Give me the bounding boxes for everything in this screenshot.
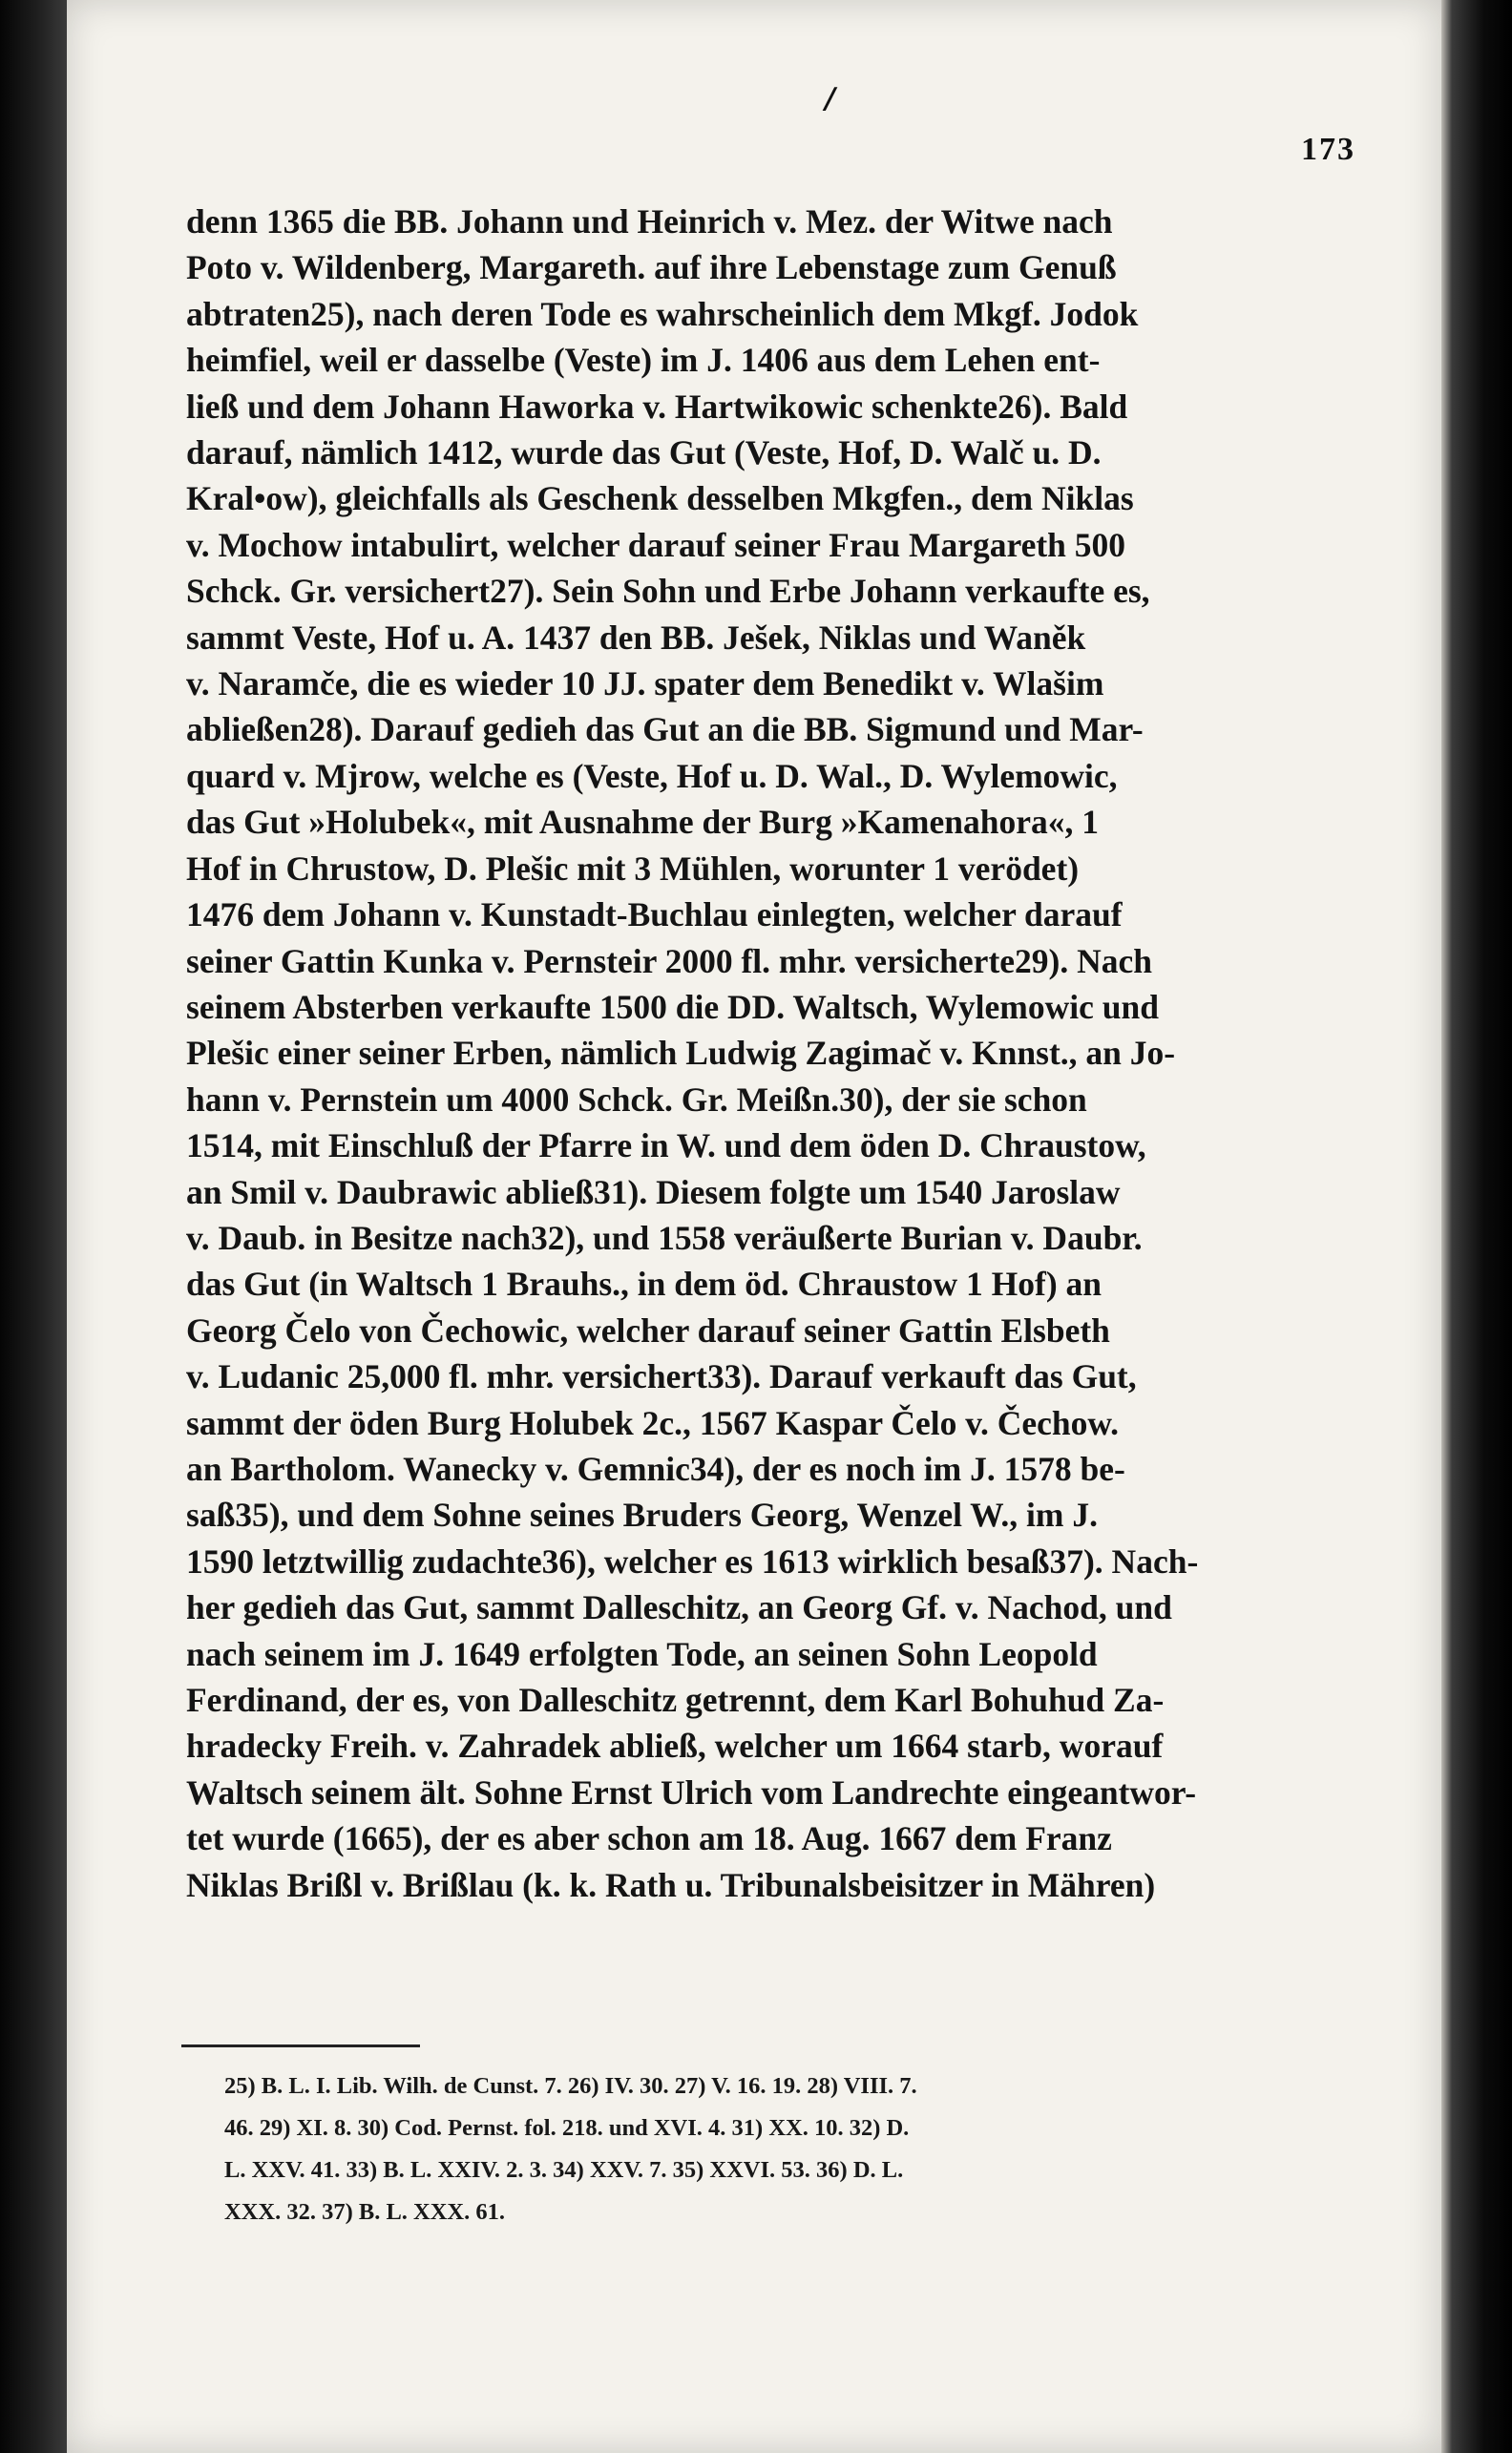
text-line: v. Daub. in Besitze nach32), und 1558 veräußerte Burian v. Daubr. [186, 1218, 1143, 1257]
text-line: ließ und dem Johann Haworka v. Hartwikowic schenkte26). Bald [186, 387, 1128, 426]
text-line: 1590 letztwillig zudachte36), welcher es 1613 wirklich besaß37). Nach- [186, 1541, 1199, 1581]
text-line: sammt Veste, Hof u. A. 1437 den BB. Ješek, Niklas und Waněk [186, 618, 1086, 657]
text-line: darauf, nämlich 1412, wurde das Gut (Veste, Hof, D. Walč u. D. [186, 433, 1102, 472]
text-line: Waltsch seinem ält. Sohne Ernst Ulrich vom Landrechte eingeantwor- [186, 1772, 1197, 1812]
text-line: abließen28). Darauf gedieh das Gut an die BB. Sigmund und Mar- [186, 710, 1144, 749]
footnotes [224, 2065, 1312, 2233]
text-line: v. Mochow intabulirt, welcher darauf seiner Frau Margareth 500 [186, 525, 1126, 564]
text-line: nach seinem im J. 1649 erfolgten Tode, an seinen Sohn Leopold [186, 1634, 1098, 1673]
text-line: 1514, mit Einschluß der Pfarre in W. und dem öden D. Chraustow, [186, 1126, 1146, 1165]
text-line: Kral•ow), gleichfalls als Geschenk desselben Mkgfen., dem Niklas [186, 479, 1134, 518]
text-line: tet wurde (1665), der es aber schon am 18. Aug. 1667 dem Franz [186, 1819, 1112, 1858]
text-line: quard v. Mjrow, welche es (Veste, Hof u. D. Wal., D. Wylemowic, [186, 756, 1118, 795]
text-line: 1476 dem Johann v. Kunstadt-Buchlau einlegten, welcher darauf [186, 895, 1123, 934]
text-line: v. Ludanic 25,000 fl. mhr. versichert33). Darauf verkauft das Gut, [186, 1357, 1137, 1396]
text-line: seinem Absterben verkaufte 1500 die DD. Waltsch, Wylemowic und [186, 987, 1159, 1026]
text-line: seiner Gattin Kunka v. Pernsteir 2000 fl. mhr. versicherte29). Nach [186, 941, 1152, 980]
text-line: Plešic einer seiner Erben, nämlich Ludwig Zagimač v. Knnst., an Jo- [186, 1034, 1176, 1073]
text-line: das Gut »Holubek«, mit Ausnahme der Burg »Kamenahora«, 1 [186, 803, 1099, 842]
text-line: Hof in Chrustow, D. Plešic mit 3 Mühlen, worunter 1 verödet) [186, 849, 1080, 888]
text-line: Niklas Brißl v. Brißlau (k. k. Rath u. Tribunalsbeisitzer in Mähren) [186, 1865, 1156, 1904]
text-line: denn 1365 die BB. Johann und Heinrich v. Mez. der Witwe nach [186, 202, 1113, 241]
text-line: Ferdinand, der es, von Dalleschitz getrennt, dem Karl Bohuhud Za- [186, 1681, 1165, 1719]
scan-right-edge [1441, 0, 1512, 2453]
footnote-line: 46. 29) XI. 8. 30) Cod. Pernst. fol. 218. und XVI. 4. 31) XX. 10. 32) D. [224, 2115, 910, 2141]
text-line: heimfiel, weil er dasselbe (Veste) im J. 1406 aus dem Lehen ent- [186, 341, 1101, 380]
text-line: sammt der öden Burg Holubek 2c., 1567 Kaspar Čelo v. Čechow. [186, 1403, 1119, 1442]
footnote-line: L. XXV. 41. 33) B. L. XXIV. 2. 3. 34) XXV. 7. 35) XXVI. 53. 36) D. L. [224, 2157, 904, 2183]
text-line: v. Naramče, die es wieder 10 JJ. spater dem Benedikt v. Wlašim [186, 664, 1104, 703]
text-line: Georg Čelo von Čechowic, welcher darauf seiner Gattin Elsbeth [186, 1310, 1110, 1350]
text-line: her gedieh das Gut, sammt Dalleschitz, an Georg Gf. v. Nachod, und [186, 1588, 1172, 1627]
text-line: hann v. Pernstein um 4000 Schck. Gr. Meißn.30), der sie schon [186, 1080, 1087, 1119]
text-line: hradecky Freih. v. Zahradek abließ, welcher um 1664 starb, worauf [186, 1727, 1164, 1766]
text-line: an Bartholom. Wanecky v. Gemnic34), der es noch im J. 1578 be- [186, 1449, 1125, 1488]
text-line: abtraten25), nach deren Tode es wahrscheinlich dem Mkgf. Jodok [186, 294, 1139, 333]
footnote-line: 25) B. L. I. Lib. Wilh. de Cunst. 7. 26) IV. 30. 27) V. 16. 19. 28) VIII. 7. [224, 2073, 917, 2099]
page-number: 173 [1301, 132, 1355, 167]
page-mark: / [825, 82, 835, 115]
body-text [186, 199, 1312, 1908]
footnote-rule [181, 2044, 420, 2047]
text-line: an Smil v. Daubrawic abließ31). Diesem folgte um 1540 Jaroslaw [186, 1172, 1121, 1211]
scan-left-edge [0, 0, 67, 2453]
text-line: Schck. Gr. versichert27). Sein Sohn und Erbe Johann verkaufte es, [186, 572, 1150, 611]
text-line: das Gut (in Waltsch 1 Brauhs., in dem öd. Chraustow 1 Hof) an [186, 1265, 1102, 1304]
footnote-line: XXX. 32. 37) B. L. XXX. 61. [224, 2199, 505, 2225]
text-line: saß35), und dem Sohne seines Bruders Georg, Wenzel W., im J. [186, 1496, 1098, 1535]
text-line: Poto v. Wildenberg, Margareth. auf ihre Lebenstage zum Genuß [186, 248, 1117, 287]
